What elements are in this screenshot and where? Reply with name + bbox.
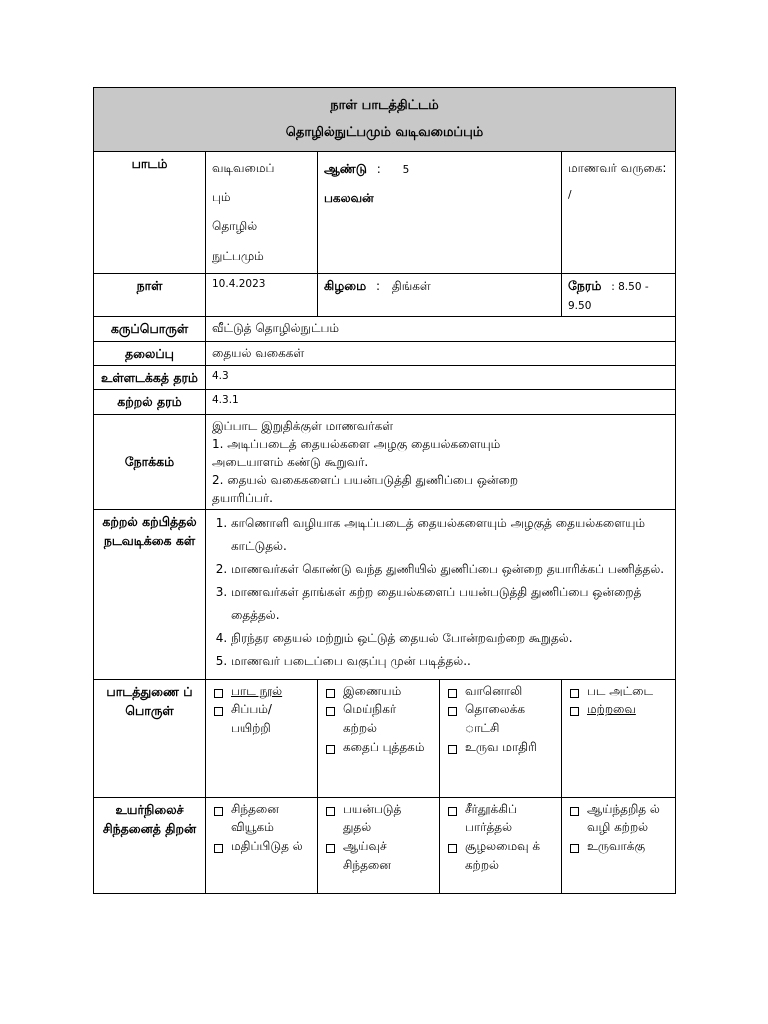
title-label: தலைப்பு: [94, 341, 206, 365]
activities-row: [94, 509, 676, 679]
learning-standard-label: கற்றல் தரம்: [94, 390, 206, 414]
checkbox-item[interactable]: ஆய்வுச் சிந்தனை: [324, 837, 433, 874]
materials-col-3: [440, 679, 562, 797]
hots-col-2: [318, 797, 440, 893]
checkbox-icon[interactable]: [326, 807, 335, 816]
title-value: தையல் வகைகள்: [206, 341, 676, 365]
date-label: நாள்: [94, 274, 206, 317]
checkbox-icon[interactable]: [570, 844, 579, 853]
page-subtitle: தொழில்நுட்பமும் வடிவமைப்பும்: [285, 125, 484, 141]
year-label: ஆண்டு: [324, 160, 367, 176]
year-value: 5: [402, 163, 410, 176]
year-class-cell: [318, 151, 562, 274]
checkbox-icon[interactable]: [448, 807, 457, 816]
subject-value: [206, 151, 318, 274]
objective-row: [94, 414, 676, 509]
checkbox-icon[interactable]: [570, 707, 579, 716]
checkbox-icon[interactable]: [570, 689, 579, 698]
hots-label: உயர்நிலைச் சிந்தனைத் திறன்: [94, 797, 206, 893]
checkbox-item[interactable]: மதிப்பிடுத ல்: [212, 837, 311, 856]
learning-standard-row: [94, 390, 676, 414]
checkbox-item[interactable]: பட அட்டை: [568, 682, 669, 701]
objective-label: நோக்கம்: [94, 414, 206, 509]
activity-step: 2. மாணவர்கள் கொண்டு வந்த துணியில் துணிப்பை ஒன்றை தயாரிக்கப் பணித்தல்.: [231, 558, 669, 581]
checkbox-icon[interactable]: [326, 844, 335, 853]
hots-col-4: [562, 797, 676, 893]
subject-row: [94, 151, 676, 274]
activity-step: 4. நிரந்தர தையல் மற்றும் ஒட்டுத் தையல் போன்றவற்றை கூறுதல்.: [231, 627, 669, 650]
time-cell: [562, 274, 676, 317]
learning-standard-value: 4.3.1: [206, 390, 676, 414]
hots-row: [94, 797, 676, 893]
day-separator: :: [376, 279, 381, 294]
materials-col-4: [562, 679, 676, 797]
materials-col-1: [206, 679, 318, 797]
checkbox-icon[interactable]: [214, 807, 223, 816]
objective-line: அடையாளம் கண்டு கூறுவர்.: [212, 454, 369, 469]
day-value: திங்கள்: [391, 279, 431, 294]
page-title: நாள் பாடத்திட்டம்: [330, 98, 439, 113]
checkbox-item[interactable]: சிந்தனை வியூகம்: [212, 800, 311, 837]
date-value: 10.4.2023: [206, 274, 318, 317]
content-standard-row: [94, 366, 676, 390]
day-label: கிழமை: [324, 278, 367, 294]
subject-value-line: வடிவமைப்: [212, 160, 275, 175]
subject-label: பாடம்: [94, 151, 206, 274]
content-standard-value: 4.3: [206, 366, 676, 390]
theme-label: கருப்பொருள்: [94, 317, 206, 341]
checkbox-item[interactable]: சீர்தூக்கிப் பார்த்தல்: [446, 800, 555, 837]
day-cell: [318, 274, 562, 317]
hots-col-3: [440, 797, 562, 893]
checkbox-item[interactable]: சிப்பம்/ பயிற்றி: [212, 700, 311, 737]
checkbox-icon[interactable]: [326, 689, 335, 698]
checkbox-icon[interactable]: [570, 807, 579, 816]
hots-col-1: [206, 797, 318, 893]
checkbox-icon[interactable]: [326, 745, 335, 754]
content-standard-label: உள்ளடக்கத் தரம்: [94, 366, 206, 390]
theme-value: வீட்டுத் தொழில்நுட்பம்: [206, 317, 676, 341]
checkbox-icon[interactable]: [448, 707, 457, 716]
objective-line: 2. தையல் வகைகளைப் பயன்படுத்தி துணிப்பை ஒன்றை: [212, 472, 519, 487]
activities-label: கற்றல் கற்பித்தல் நடவடிக்கை கள்: [94, 509, 206, 679]
checkbox-item[interactable]: உருவ மாதிரி: [446, 738, 555, 757]
title-row: [94, 341, 676, 365]
checkbox-item[interactable]: வானொலி: [446, 682, 555, 701]
checkbox-icon[interactable]: [214, 844, 223, 853]
time-value: : 8.50 - 9.50: [568, 281, 649, 312]
activity-step: 3. மாணவர்கள் தாங்கள் கற்ற தையல்களைப் பயன்படுத்தி துணிப்பை ஒன்றைத் தைத்தல்.: [231, 581, 669, 627]
checkbox-icon[interactable]: [326, 707, 335, 716]
objective-value: [206, 414, 676, 509]
checkbox-icon[interactable]: [448, 745, 457, 754]
checkbox-item[interactable]: சூழலமைவு க் கற்றல்: [446, 837, 555, 874]
date-row: [94, 274, 676, 317]
lesson-plan-table: [93, 87, 676, 894]
checkbox-item[interactable]: மற்றவை: [568, 700, 669, 719]
materials-col-2: [318, 679, 440, 797]
header-row: [94, 88, 676, 152]
attendance-label: மாணவர் வருகை:: [568, 160, 667, 175]
materials-label: பாடத்துணை ப் பொருள்: [94, 679, 206, 797]
objective-line: தயாரிப்பர்.: [212, 490, 273, 505]
checkbox-item[interactable]: பயன்படுத் துதல்: [324, 800, 433, 837]
activities-list: [206, 509, 676, 679]
activity-step: 1. காணொளி வழியாக அடிப்படைத் தையல்களையும் அழகுத் தையல்களையும் காட்டுதல்.: [231, 512, 669, 558]
checkbox-icon[interactable]: [448, 844, 457, 853]
checkbox-icon[interactable]: [448, 689, 457, 698]
time-label: நேரம்: [568, 278, 602, 294]
materials-row: [94, 679, 676, 797]
checkbox-item[interactable]: தொலைக்க ாட்சி: [446, 700, 555, 737]
checkbox-item[interactable]: மெய்நிகர் கற்றல்: [324, 700, 433, 737]
objective-line: 1. அடிப்படைத் தையல்களை அழகு தையல்களையும்: [212, 436, 501, 451]
objective-line: இப்பாட இறுதிக்குள் மாணவர்கள்: [212, 418, 394, 433]
checkbox-item[interactable]: உருவாக்கு: [568, 837, 669, 856]
page-header: [94, 88, 676, 152]
attendance-value: /: [568, 188, 572, 201]
class-name: பகலவன்: [324, 191, 374, 206]
subject-value-line: பும்: [212, 189, 231, 204]
activity-step: 5. மாணவர் படைப்பை வகுப்பு முன் படித்தல்..: [231, 650, 669, 673]
checkbox-icon[interactable]: [214, 689, 223, 698]
checkbox-item[interactable]: பாட நூல்: [212, 682, 311, 701]
year-separator: :: [376, 161, 381, 176]
checkbox-icon[interactable]: [214, 707, 223, 716]
checkbox-item[interactable]: இணையம்: [324, 682, 433, 701]
attendance-cell: [562, 151, 676, 274]
subject-value-line: நுட்பமும்: [212, 248, 264, 263]
subject-value-line: தொழில்: [212, 219, 258, 234]
checkbox-item[interactable]: ஆய்ந்தறித ல் வழி கற்றல்: [568, 800, 669, 837]
checkbox-item[interactable]: கதைப் புத்தகம்: [324, 738, 433, 757]
theme-row: [94, 317, 676, 341]
